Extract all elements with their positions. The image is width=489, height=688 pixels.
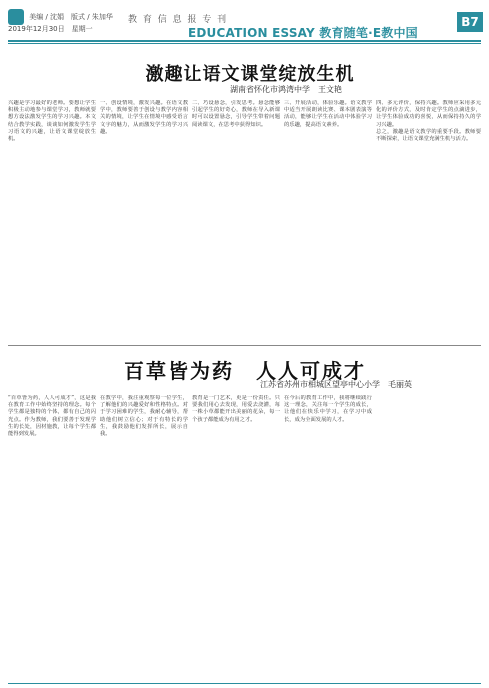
column-title: EDUCATION ESSAY 教育随笔·E教中国	[188, 25, 418, 40]
article1-paragraph: 一、创设情境，激发兴趣。在语文教学中，教师要善于创设与教学内容相关的情境，让学生在情境中感受语言文字的魅力，从而激发学生的学习兴趣。	[100, 100, 188, 135]
article1-paragraph: 总之，激趣是语文教学的重要手段。教师要不断探索，让语文课堂充满生机与活力。	[376, 128, 481, 143]
column-title-bar	[188, 24, 418, 40]
article1-paragraph: 二、巧设悬念，引发思考。悬念能够引起学生的好奇心，教师在导入新课时可以设置悬念，引导学生带着问题阅读课文，在思考中获得知识。	[192, 100, 280, 128]
article1-column-4	[284, 100, 372, 340]
footer-rule	[8, 683, 481, 684]
header-rule-thin	[8, 43, 481, 44]
article2-paragraph: 教育是一门艺术，更是一份责任。只要我们用心去发现，用爱去浇灌，每一株小草都能开出美丽的花朵，每一个孩子都能成为有用之才。	[192, 395, 280, 423]
article2-column-4	[284, 395, 372, 677]
article1-paragraph: 兴趣是学习最好的老师。要想让学生积极主动地参与课堂学习，教师就要想方设法激发学生的学习兴趣。本文结合教学实践，谈谈如何激发学生学习语文的兴趣，让语文课堂绽放生机。	[8, 100, 96, 143]
article-divider	[8, 345, 481, 346]
masthead	[8, 4, 483, 40]
article1-paragraph: 四、多元评价，保持兴趣。教师应采用多元化的评价方式，及时肯定学生的点滴进步，让学生体验成功的喜悦，从而保持持久的学习兴趣。	[376, 100, 481, 128]
section-label: 教 育 信 息 报 专 刊	[128, 15, 228, 25]
article1-paragraph: 三、开展活动，体验乐趣。语文教学中适当开展朗读比赛、课本剧表演等活动，能够让学生在活动中体验学习的乐趣，提高语文素养。	[284, 100, 372, 128]
article2-byline: 江苏省苏州市相城区望亭中心小学 毛丽英	[260, 380, 412, 389]
article1-title: 激趣让语文课堂绽放生机	[145, 64, 355, 85]
issue-date: 2019年12月30日 星期一	[8, 25, 93, 33]
article2-title: 百草皆为药 人人可成才	[124, 359, 366, 383]
article2-column-2	[100, 395, 188, 677]
article2-paragraph: “百草皆为药，人人可成才”，这是我在教育工作中始终坚持的理念。每个学生都是独特的个体，都有自己的闪光点。作为教师，我们要善于发现学生的长处，因材施教，让每个学生都能得到发展。	[8, 395, 96, 438]
newspaper-logo	[8, 9, 24, 25]
article1-column-1	[8, 100, 96, 340]
article2-column-3	[192, 395, 280, 677]
article1-column-2	[100, 100, 188, 340]
article1-column-5	[376, 100, 481, 340]
editor-credit: 美编 / 沈娟 版式 / 朱加华	[29, 13, 113, 21]
page-meta	[8, 9, 113, 34]
article2-column-1	[8, 395, 96, 677]
article2-paragraph: 在教学中，我注重观察每一位学生，了解他们的兴趣爱好和性格特点。对于学习困难的学生，我耐心辅导，帮助他们树立信心；对于有特长的学生，我鼓励他们发挥所长，展示自我。	[100, 395, 188, 438]
article2-paragraph: 在今后的教育工作中，我将继续践行这一理念，关注每一个学生的成长，让他们在快乐中学习，在学习中成长，成为全面发展的人才。	[284, 395, 372, 423]
page-number: B7	[457, 12, 483, 32]
article1-column-3	[192, 100, 280, 340]
header-rule	[8, 40, 481, 42]
article1-byline: 湖南省怀化市鸿湾中学 王文艳	[230, 85, 342, 94]
